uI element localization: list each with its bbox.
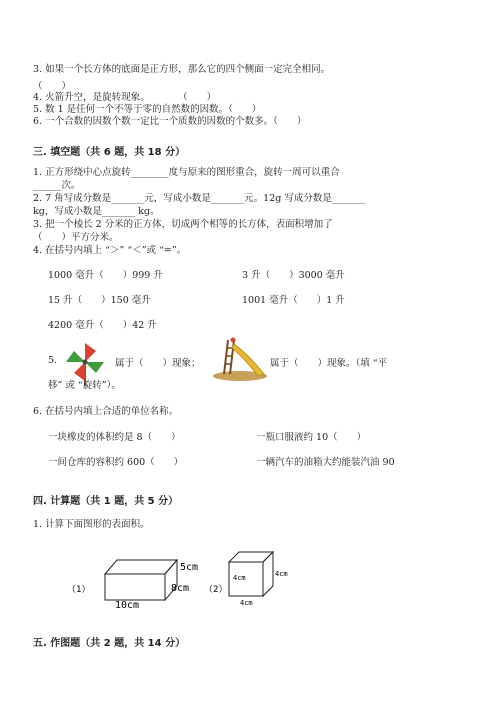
- compare-item: 3 升（ ）3000 毫升: [242, 270, 345, 281]
- draw-section-title: 五. 作图题（共 2 题，共 14 分）: [33, 638, 186, 649]
- slide-image: [212, 336, 268, 381]
- fill-q5-number: 5.: [48, 355, 58, 366]
- figure1-height: 5cm: [180, 562, 199, 573]
- figure2-side: 4cm: [275, 570, 288, 578]
- judge-q3-line2: （ ）: [33, 81, 72, 92]
- fill-section-title: 三. 填空题（共 6 题，共 18 分）: [33, 147, 186, 158]
- figure1-label: （1）: [67, 585, 91, 595]
- fill-q4: 4. 在括号内填上 “＞” “＜”或 “=”。: [33, 245, 187, 256]
- judge-q3-line1: 3. 如果一个长方体的底面是正方形，那么它的四个侧面一定完全相同。: [33, 64, 331, 75]
- fill-q2-line1: 2. 7 角写成分数是_______元，写成小数是_______元。12g 写成分数是_______: [33, 193, 366, 204]
- figure1-width: 8cm: [171, 583, 190, 594]
- fill-q5-pinwheel-text: 属于（ ）现象；: [115, 358, 201, 369]
- unit-item: 一瓶口服液约 10（ ）: [256, 432, 367, 443]
- fill-q5-slide-text: 属于（ ）现象。（填 “平: [270, 358, 388, 369]
- unit-item: 一块橡皮的体积约是 8（ ）: [48, 432, 181, 443]
- figure2-bottom: 4cm: [240, 599, 253, 607]
- fill-q2-line2: kg，写成小数是_______ kg。: [33, 206, 160, 217]
- compare-item: 1001 毫升（ ）1 升: [242, 295, 345, 306]
- calc-q1: 1. 计算下面图形的表面积。: [33, 519, 150, 530]
- fill-q6: 6. 在括号内填上合适的单位名称。: [33, 406, 179, 417]
- unit-item: 一间仓库的容积约 600（ ）: [48, 457, 184, 468]
- compare-item: 4200 毫升（ ）42 升: [48, 320, 157, 331]
- calc-section-title: 四. 计算题（共 1 题，共 5 分）: [33, 496, 179, 507]
- fill-q5-line2: 移” 或 “旋转”）。: [48, 380, 121, 391]
- unit-item: 一辆汽车的油箱大约能装汽油 90: [256, 457, 395, 468]
- judge-q6: 6. 一个合数的因数个数一定比一个质数的因数的个数多。（ ）: [33, 116, 307, 127]
- judge-q5: 5. 数 1 是任何一个不等于零的自然数的因数。（ ）: [33, 104, 262, 115]
- fill-q1-line1: 1. 正方形绕中心点旋转________度与原来的图形重合，旋转一周可以重合: [33, 167, 340, 178]
- fill-q1-line2: ______次。: [33, 180, 81, 191]
- compare-item: 1000 毫升（ ）999 升: [48, 270, 163, 281]
- figure1-length: 10cm: [115, 600, 140, 610]
- fill-q3-line1: 3. 把一个棱长 2 分米的正方体，切成两个相等的长方体，表面积增加了: [33, 219, 333, 230]
- figure2-front: 4cm: [233, 574, 246, 582]
- compare-item: 15 升（ ）150 毫升: [48, 295, 151, 306]
- fill-q3-line2: （ ）平方分米。: [33, 232, 119, 243]
- judge-q4: 4. 火箭升空，是旋转现象。 （ ）: [33, 92, 217, 103]
- figure2-label: （2）: [204, 585, 228, 595]
- calc-figures: [65, 540, 295, 610]
